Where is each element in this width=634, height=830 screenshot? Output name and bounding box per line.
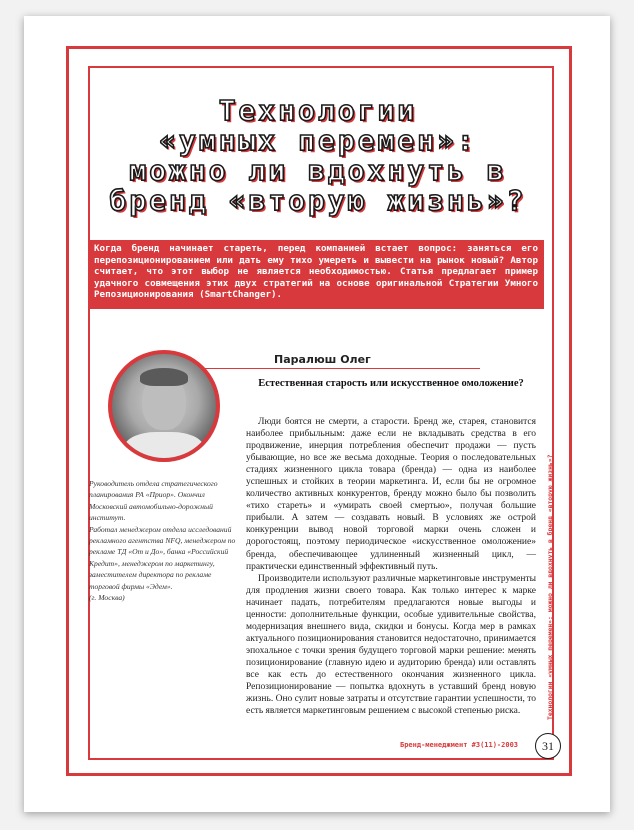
bio-paragraph-3: (г. Москва)	[89, 593, 125, 603]
title-line-4: бренд «вторую жизнь»?	[109, 184, 527, 217]
bio-paragraph-1: Руководитель отдела стратегического планирования РА «Приор». Окончил Московский автомобильно-дорожный институт.	[89, 479, 218, 523]
page-number: 31	[535, 733, 561, 759]
lead-banner: Когда бренд начинает стареть, перед компанией встает вопрос: заняться его перепозиционированием или дать ему тихо умереть и вывести на рынок новый? Автор считает, что этот выбор не является необходимостью. Статья предлагает пример удачного совмещения этих двух стратегий на основе оригинальной Стратегии Умного Репозиционирования (SmartChanger).	[88, 240, 544, 309]
article-body	[246, 416, 536, 717]
journal-footer: Бренд-менеджмент #3(11)-2003	[400, 741, 519, 749]
photo-hair	[140, 368, 188, 386]
author-name: Паралюш Олег	[274, 353, 371, 366]
body-paragraph-2: Производители используют различные маркетинговые инструменты для продления жизни своего товара. Как только интерес к марке начинает падать, потребителям предлагаются новые выгоды и ценности: дополнительные функции, особые удивительные свойства, модернизация внешнего вида, скидки и бонусы. Когда мер в рамках актуального позиционирования становится недостаточно, принимается эпохальное с точки зрения будущего торговой марки решение: менять позиционирование (главную идею и аудиторию бренда) или оставлять все как есть до естественного окончания жизненного цикла. Репозиционирование — попытка вдохнуть в уставший бренд новую жизнь. Оно сулит новые затраты и отсутствие гарантии успешности, то есть является маркетинговым решением с высокой степенью риска.	[246, 573, 536, 717]
side-running-title: Технологии «умных перемен»: можно ли вдохнуть в бренд «вторую жизнь»?	[546, 454, 554, 720]
title-line-3: можно ли вдохнуть в	[129, 154, 507, 187]
author-bio	[89, 478, 237, 603]
author-divider	[180, 368, 480, 369]
article-title	[100, 96, 536, 216]
body-paragraph-1: Люди боятся не смерти, а старости. Бренд же, старея, становится наиболее прибыльным: даже если не вкладывать средства в его продвижение, инерция потребления обеспечит продажи — пусть убывающие, но все же весьма доходные. Теория о последовательных стадиях жизненного цикла товара (бренда) — одна из наиболее успешных и стойких в теории маркетинга. И, если бы не огромное количество активных конкурентов, бренду можно было бы позволить «тихо стареть» и «умирать своей смертью», получая большие прибыли. А затем — создавать новый. В условиях же острой конкуренции вывод новой торговой марки очень сложен и дорогостоящ, поэтому периодическое «искусственное омоложение» бренда, обеспечивающее удлиненный жизненный цикл, — практически единственный эффективный путь.	[246, 417, 536, 572]
title-line-2: «умных перемен»:	[159, 124, 477, 157]
title-line-1: Технологии	[218, 94, 418, 127]
author-photo	[108, 350, 220, 462]
section-heading: Естественная старость или искусственное омоложение?	[258, 378, 524, 389]
photo-shirt	[124, 432, 204, 462]
bio-paragraph-2: Работал менеджером отдела исследований рекламного агентства NFQ, менеджером по рекламе ТД «От и До», банка «Российский Кредит», менеджером по маркетингу, заместителем директора по рекламе торговой фирмы «Эдем».	[89, 524, 236, 591]
